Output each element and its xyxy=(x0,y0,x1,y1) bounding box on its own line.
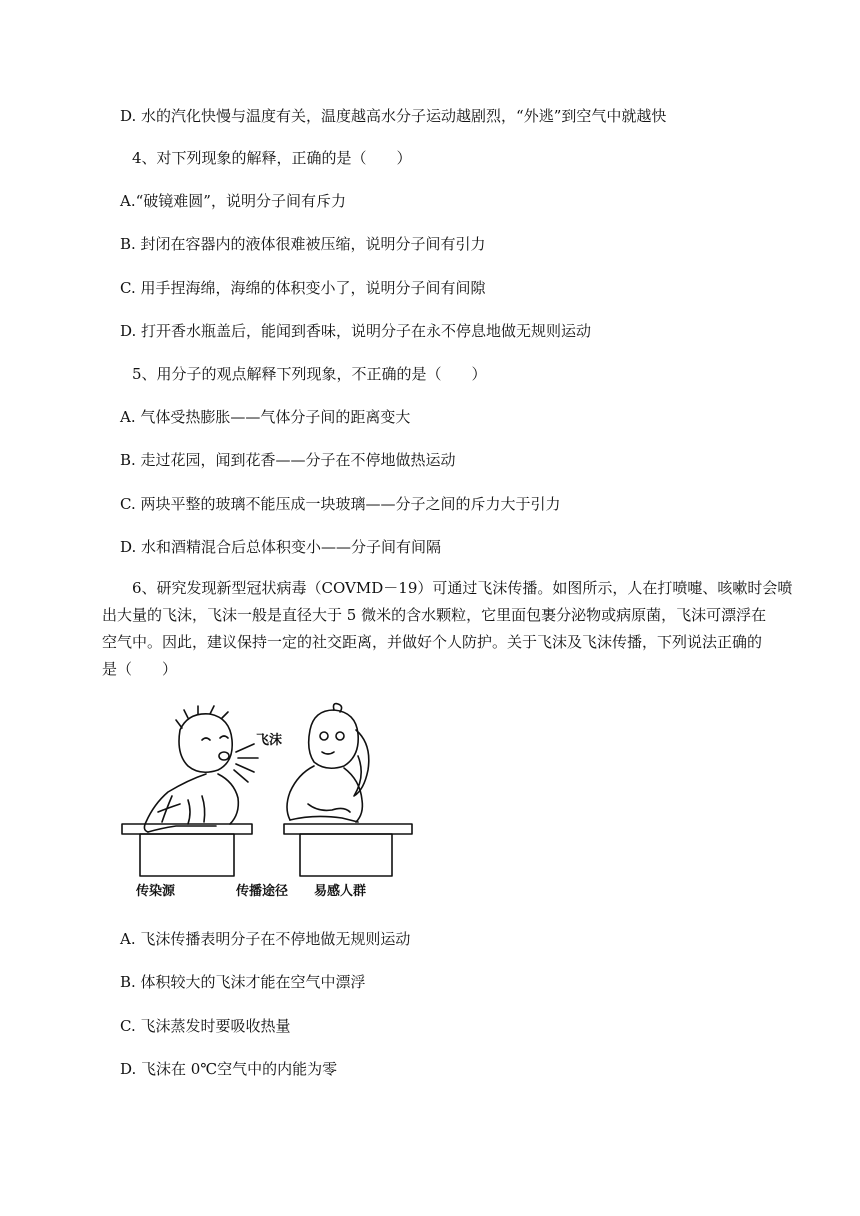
caption-route: 传播途径 xyxy=(236,884,289,899)
question-6-line-3: 空气中。因此，建议保持一定的社交距离，并做好个人防护。关于飞沫及飞沫传播，下列说法正确的 xyxy=(102,633,763,651)
caption-source: 传染源 xyxy=(136,884,176,899)
option-4b: B. 封闭在容器内的液体很难被压缩，说明分子间有引力 xyxy=(120,235,486,253)
caption-susceptible: 易感人群 xyxy=(314,884,367,899)
question-6-line-2: 出大量的飞沫，飞沫一般是直径大于 5 微米的含水颗粒，它里面包裹分泌物或病原菌，飞沫可漂浮在 xyxy=(102,606,767,624)
girl-icon xyxy=(287,704,369,822)
option-5d: D. 水和酒精混合后总体积变小——分子间有间隔 xyxy=(120,538,442,556)
question-6-line-4: 是（ ） xyxy=(102,660,178,678)
option-6a: A. 飞沫传播表明分子在不停地做无规则运动 xyxy=(120,930,411,948)
droplet-transmission-illustration xyxy=(118,700,418,910)
option-6d: D. 飞沫在 0℃空气中的内能为零 xyxy=(120,1060,338,1078)
option-4d: D. 打开香水瓶盖后，能闻到香味，说明分子在永不停息地做无规则运动 xyxy=(120,322,592,340)
option-6b: B. 体积较大的飞沫才能在空气中漂浮 xyxy=(120,973,366,991)
option-5a: A. 气体受热膨胀——气体分子间的距离变大 xyxy=(120,408,411,426)
sneezing-boy-icon xyxy=(144,706,238,832)
droplet-label: 飞沫 xyxy=(256,733,283,748)
left-desk-body xyxy=(140,834,234,876)
option-3d: D. 水的汽化快慢与温度有关，温度越高水分子运动越剧烈，“外逃”到空气中就越快 xyxy=(120,107,667,125)
droplet-spray-icon xyxy=(234,744,258,782)
right-desk-top xyxy=(284,824,412,834)
option-5c: C. 两块平整的玻璃不能压成一块玻璃——分子之间的斥力大于引力 xyxy=(120,495,561,513)
question-4: 4、对下列现象的解释，正确的是（ ） xyxy=(132,149,412,167)
question-6 xyxy=(102,575,793,683)
question-5: 5、用分子的观点解释下列现象，不正确的是（ ） xyxy=(132,365,487,383)
question-6-line-1: 6、研究发现新型冠状病毒（COVMD－19）可通过飞沫传播。如图所示，人在打喷嚏、咳嗽时会喷 xyxy=(132,579,793,597)
option-4c: C. 用手捏海绵，海绵的体积变小了，说明分子间有间隙 xyxy=(120,279,486,297)
right-desk-body xyxy=(300,834,392,876)
option-4a: A.“破镜难圆”，说明分子间有斥力 xyxy=(120,192,346,210)
option-6c: C. 飞沫蒸发时要吸收热量 xyxy=(120,1017,291,1035)
option-5b: B. 走过花园，闻到花香——分子在不停地做热运动 xyxy=(120,451,456,469)
